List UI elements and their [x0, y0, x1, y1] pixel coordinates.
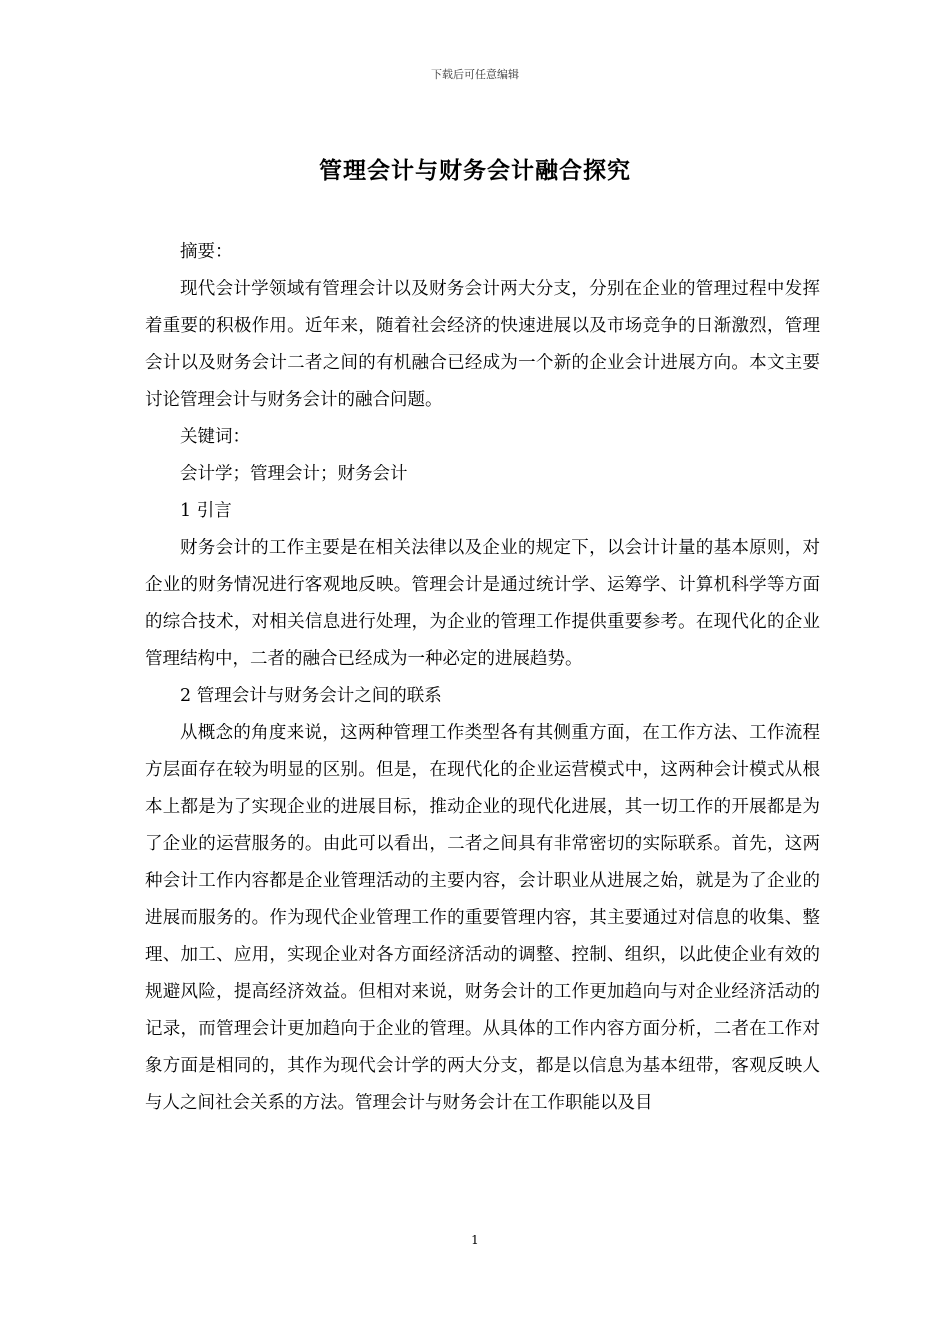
document-body — [145, 234, 820, 1122]
abstract-heading: 摘要： — [180, 242, 233, 262]
body-paragraph-1: 财务会计的工作主要是在相关法律以及企业的规定下，以会计计量的基本原则，对企业的财务情况进行客观地反映。管理会计是通过统计学、运筹学、计算机科学等方面的综合技术，对相关信息进行处理，为企业的管理工作提供重要参考。在现代化的企业管理结构中，二者的融合已经成为一种必定的进展趋势。 — [145, 538, 820, 669]
section-heading-2: 2 管理会计与财务会计之间的联系 — [180, 686, 442, 706]
body-paragraph-2: 从概念的角度来说，这两种管理工作类型各有其侧重方面，在工作方法、工作流程方层面存在较为明显的区别。但是，在现代化的企业运营模式中，这两种会计模式从根本上都是为了实现企业的进展目标，推动企业的现代化进展，其一切工作的开展都是为了企业的运营服务的。由此可以看出，二者之间具有非常密切的实际联系。首先，这两种会计工作内容都是企业管理活动的主要内容，会计职业从进展之始，就是为了企业的进展而服务的。作为现代企业管理工作的重要管理内容，其主要通过对信息的收集、整理、加工、应用，实现企业对各方面经济活动的调整、控制、组织，以此使企业有效的规避风险，提高经济效益。但相对来说，财务会计的工作更加趋向与对企业经济活动的记录，而管理会计更加趋向于企业的管理。从具体的工作内容方面分析，二者在工作对象方面是相同的，其作为现代会计学的两大分支，都是以信息为基本纽带，客观反映人与人之间社会关系的方法。管理会计与财务会计在工作职能以及目 — [145, 723, 820, 1113]
keywords-paragraph: 会计学；管理会计；财务会计 — [180, 464, 408, 484]
section-heading-1: 1 引言 — [180, 501, 232, 521]
keywords-heading: 关键词： — [180, 427, 250, 447]
header-note: 下载后可任意编辑 — [431, 68, 519, 81]
abstract-paragraph: 现代会计学领域有管理会计以及财务会计两大分支，分别在企业的管理过程中发挥着重要的积极作用。近年来，随着社会经济的快速进展以及市场竞争的日渐激烈，管理会计以及财务会计二者之间的有机融合已经成为一个新的企业会计进展方向。本文主要讨论管理会计与财务会计的融合问题。 — [145, 279, 820, 410]
page-number: 1 — [471, 1233, 479, 1247]
document-title: 管理会计与财务会计融合探究 — [319, 157, 631, 184]
